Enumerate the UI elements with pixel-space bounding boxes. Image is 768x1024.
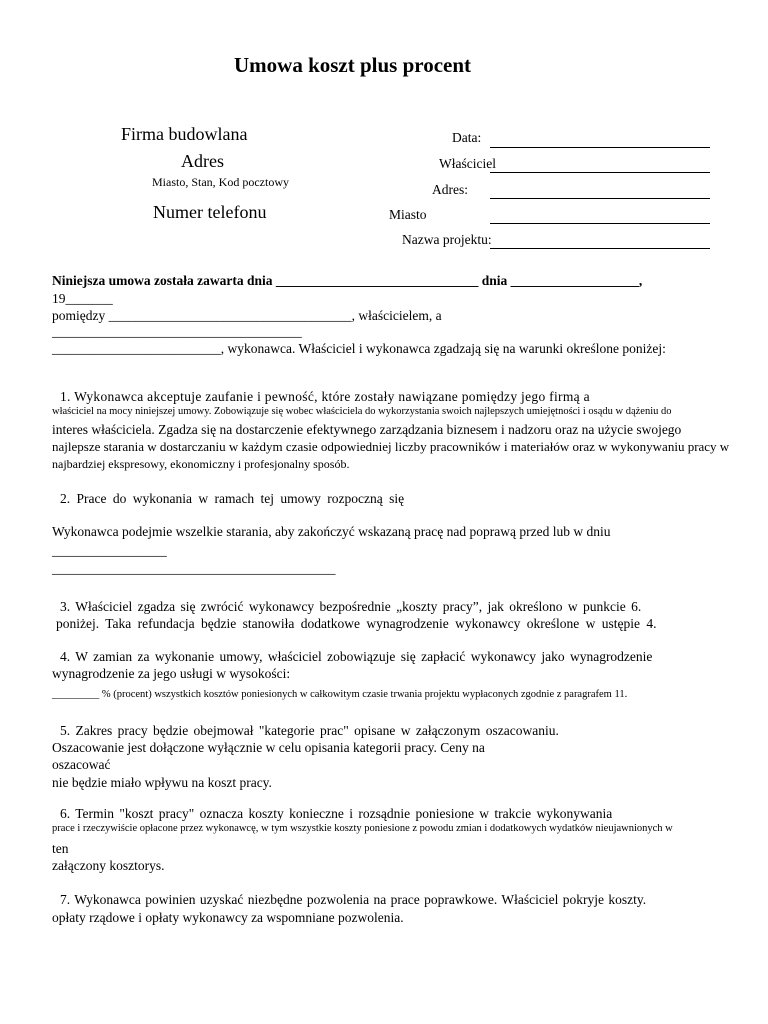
p1-line-2: właściciel na mocy niniejszej umowy. Zobowiązuje się wobec właściciela do wykorzystania swoich najlepszych umiejętności i osądu w dążeniu do [52, 406, 672, 417]
p7-line-2: opłaty rządowe i opłaty wykonawcy za wspomniane pozwolenia. [52, 910, 404, 925]
p3-line-1: 3. Właściciel zgadza się zwrócić wykonawcy bezpośrednie „koszty pracy”, jak określono w punkcie 6. [60, 599, 642, 614]
p6-line-4: załączony kosztorys. [52, 858, 165, 873]
intro-line-2: 19_______ [52, 291, 113, 306]
project-label: Nazwa projektu: [402, 232, 492, 247]
intro-line-4: _____________________________________ [52, 324, 302, 339]
p6-line-3: ten [52, 841, 69, 856]
p5-line-2: Oszacowanie jest dołączone wyłącznie w celu opisania kategorii pracy. Ceny na [52, 740, 485, 755]
date-line[interactable] [490, 147, 710, 148]
p4-line-3: % (procent) wszystkich kosztów poniesionych w całkowitym czasie trwania projektu wypłaconych zgodnie z paragrafem 11. [101, 689, 628, 700]
address-line[interactable] [490, 198, 710, 199]
p2-line-4: __________________________________________ [52, 561, 336, 576]
city-line[interactable] [490, 223, 710, 224]
p4-line-1: 4. W zamian za wykonanie umowy, właściciel zobowiązuje się zapłacić wykonawcy jako wynagrodzenie [60, 649, 653, 664]
intro-line-1: Niniejsza umowa została zawarta dnia ______________________________ dnia ___________________, [52, 273, 643, 288]
company-city-state-zip: Miasto, Stan, Kod pocztowy [152, 175, 289, 189]
date-label: Data: [452, 130, 482, 145]
p5-line-4: nie będzie miało wpływu na koszt pracy. [52, 775, 272, 790]
p2-line-2: Wykonawca podejmie wszelkie starania, aby zakończyć wskazaną pracę nad poprawą przed lub w dniu [52, 524, 611, 539]
company-phone: Numer telefonu [153, 202, 267, 222]
p1-line-1: 1. Wykonawca akceptuje zaufanie i pewność, które zostały nawiązane pomiędzy jego firmą a [60, 389, 590, 404]
p6-line-1: 6. Termin "koszt pracy" oznacza koszty konieczne i rozsądnie poniesione w trakcie wykonywania [60, 806, 613, 821]
company-name: Firma budowlana [121, 124, 248, 144]
p1-line-3: interes właściciela. Zgadza się na dostarczenie efektywnego zarządzania biznesem i nadzoru oraz na użycie swojego [52, 422, 682, 437]
p5-line-1: 5. Zakres pracy będzie obejmował "kategorie prac" opisane w załączonym oszacowaniu. [60, 723, 559, 738]
company-address: Adres [181, 151, 224, 171]
p7-line-1: 7. Wykonawca powinien uzyskać niezbędne pozwolenia na prace poprawkowe. Właściciel pokryje koszty. [60, 892, 647, 907]
project-line[interactable] [490, 248, 710, 249]
p4-line-2: wynagrodzenie za jego usługi w wysokości: [52, 666, 291, 681]
p6-line-2: prace i rzeczywiście opłacone przez wykonawcę, w tym wszystkie koszty poniesione z powodu zmian i dodatkowych wydatków nieujawnionych w [52, 823, 673, 834]
owner-line[interactable] [490, 172, 710, 173]
city-label: Miasto [389, 207, 427, 222]
p2-line-3: _________________ [52, 543, 167, 558]
p2-line-1: 2. Prace do wykonania w ramach tej umowy rozpoczną się [60, 491, 405, 506]
intro-line-3: pomiędzy ____________________________________, właścicielem, a [52, 308, 442, 323]
intro-line-5: _________________________, wykonawca. Właściciel i wykonawca zgadzają się na warunki określone poniżej: [52, 341, 666, 356]
owner-label: Właściciel [439, 156, 496, 171]
p1-line-5: najbardziej ekspresowy, ekonomiczny i profesjonalny sposób. [52, 457, 350, 471]
document-title: Umowa koszt plus procent [234, 53, 472, 77]
p1-line-4: najlepsze starania w dostarczaniu w każdym czasie odpowiedniej liczby pracowników i materiałów oraz w wykonywaniu pracy w [52, 439, 730, 454]
p3-line-2: poniżej. Taka refundacja będzie stanowiła dodatkowe wynagrodzenie wykonawcy określone w ustępie 4. [56, 616, 657, 631]
address-label: Adres: [432, 182, 468, 197]
p5-line-3: oszacować [52, 757, 111, 772]
p4-percent-blank[interactable]: _________ [52, 689, 100, 700]
